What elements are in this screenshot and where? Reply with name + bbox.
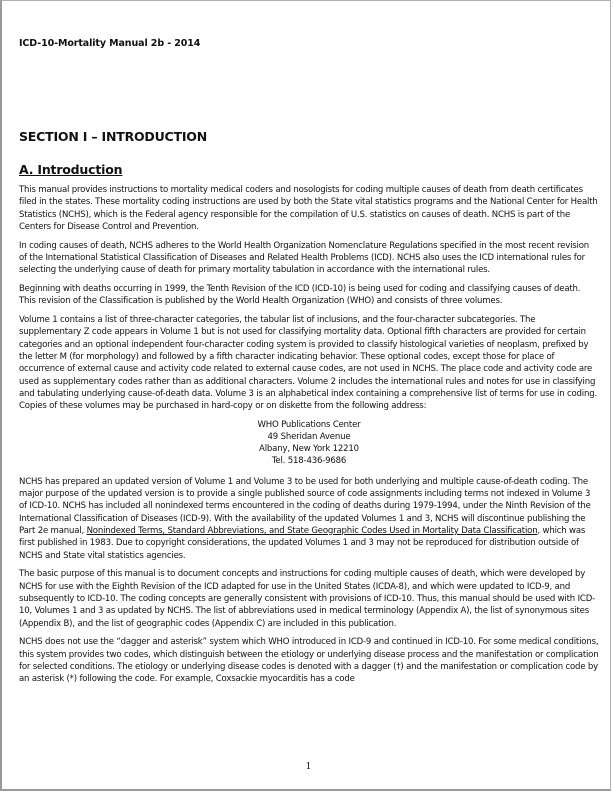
paragraph: Beginning with deaths occurring in 1999, the Tenth Revision of the ICD (ICD-10) is being used for coding and classifying causes of death. This revision of the Classification is published by the World Health Organization (WHO) and consists of three volumes. <box>19 284 581 307</box>
running-header: ICD-10-Mortality Manual 2b - 2014 <box>19 38 201 49</box>
address-line: Tel. 518-436-9686 <box>271 456 347 467</box>
address-line: WHO Publications Center <box>257 419 361 430</box>
section-title: SECTION I – INTRODUCTION <box>19 129 207 144</box>
publication-title: Nonindexed Terms, Standard Abbreviations, and State Geographic Codes Used in Mortality Data Classification <box>86 525 538 536</box>
paragraph: The basic purpose of this manual is to document concepts and instructions for coding multiple causes of death, which were developed by NCHS for use with the Eighth Revision of the ICD adapted for use in the United States (ICDA-8), and which were updated to ICD-9, and subsequently to ICD-10. The coding concepts are generally consistent with provisions of ICD-10. Thus, this manual should be used with ICD-10, Volumes 1 and 3 as updated by NCHS. The list of abbreviations used in medical terminology (Appendix A), the list of synonymous sites (Appendix B), and the list of geographic codes (Appendix C) are included in this publication. <box>19 569 595 629</box>
address-line: 49 Sheridan Avenue <box>267 431 351 442</box>
paragraph: Volume 1 contains a list of three-character categories, the tabular list of inclusions, and the four-character subcategories. The supplementary Z code appears in Volume 1 but is not used for classifying mortality data. Optional fifth characters are provided for certain categories and an optional independent four-character coding system is provided to classify histological varieties of neoplasm, prefixed by the letter M (for morphology) and followed by a fifth character indicating behavior. These optional codes, except those for place of occurrence of external cause and activity code related to external cause codes, are not used in NCHS. The place code and activity code are used as supplementary codes rather than as additional characters. Volume 2 includes the international rules and notes for use in classifying and tabulating underlying cause-of-death data. Volume 3 is an alphabetical index containing a comprehensive list of terms for use in coding. Copies of these volumes may be purchased in hard-copy or on diskette from the following address: <box>19 315 598 412</box>
subsection-title: A. Introduction <box>19 162 123 177</box>
paragraph <box>19 476 599 562</box>
paragraph: This manual provides instructions to mortality medical coders and nosologists for coding multiple causes of death from death certificates filed in the states. These mortality coding instructions are used by both the State vital statistics programs and the National Center for Health Statistics (NCHS), which is the Federal agency responsible for the compilation of U.S. statistics on causes of death. NCHS is part of the Centers for Disease Control and Prevention. <box>19 185 598 232</box>
body-text <box>19 184 599 692</box>
page-number: 1 <box>305 762 312 772</box>
paragraph: In coding causes of death, NCHS adheres to the World Health Organization Nomenclature Regulations specified in the most recent revision of the International Statistical Classification of Diseases and Related Health Problems (ICD). NCHS also uses the ICD international rules for selecting the underlying cause of death for primary mortality tabulation in accordance with the international rules. <box>19 240 590 276</box>
paragraph-text: , which was first published in 1983. Due to copyright considerations, the updated Volumes 1 and 3 may not be reproduced for distribution outside of NCHS and State vital statistics agencies. <box>19 525 586 561</box>
paragraph: NCHS does not use the “dagger and asterisk” system which WHO introduced in ICD-9 and continued in ICD-10. For some medical conditions, this system provides two codes, which distinguish between the etiology or underlying disease process and the manifestation or complication for selected conditions. The etiology or underlying disease codes is denoted with a dagger (†) and the manifestation or complication code by an asterisk (*) following the code. For example, Coxsackie myocarditis has a code <box>19 637 599 685</box>
address-line: Albany, New York 12210 <box>259 444 359 455</box>
paragraph-text: NCHS has prepared an updated version of Volume 1 and Volume 3 to be used for both underlying and multiple cause-of-death coding. The major purpose of the updated version is to provide a single published source of code assignments including terms not indexed in Volume 3 of ICD-10. NCHS has included all nonindexed terms encountered in the coding of deaths during 1979-1994, under the Ninth Revision of the International Classification of Diseases (ICD-9). With the availability of the updated Volumes 1 and 3, NCHS will discontinue publishing the Part 2e manual, <box>19 476 591 536</box>
address-block <box>19 419 599 468</box>
